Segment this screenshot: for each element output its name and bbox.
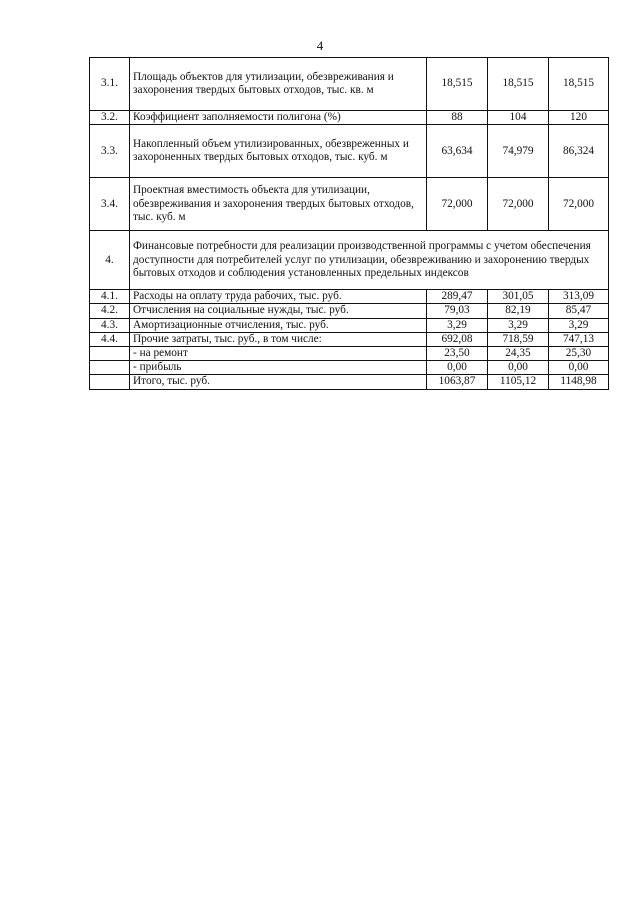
row-number: 4.1. [90, 290, 130, 304]
row-description: Накопленный объем утилизированных, обезвреженных и захороненных твердых бытовых отходов, тыс. куб. м [130, 125, 427, 178]
row-description: Отчисления на социальные нужды, тыс. руб. [130, 304, 427, 318]
value-year-1: 72,000 [427, 178, 488, 231]
row-description: Амортизационные отчисления, тыс. руб. [130, 318, 427, 332]
value-year-3: 18,515 [549, 58, 609, 111]
section-description: Финансовые потребности для реализации производственной программы с учетом обеспечения доступности для потребителей услуг по утилизации, обезвреживанию и захоронению твердых бытовых отходов и соблюдения установленных предельных индексов [130, 231, 609, 290]
indicators-table [89, 57, 609, 390]
row-number: 3.1. [90, 58, 130, 111]
value-year-2: 301,05 [488, 290, 549, 304]
table-row [90, 290, 609, 304]
table-row [90, 361, 609, 375]
value-year-1: 23,50 [427, 347, 488, 361]
value-year-1: 63,634 [427, 125, 488, 178]
row-number [90, 361, 130, 375]
row-number [90, 347, 130, 361]
value-year-2: 718,59 [488, 332, 549, 346]
table-row [90, 332, 609, 346]
value-year-1: 3,29 [427, 318, 488, 332]
row-number [90, 375, 130, 389]
table-row [90, 178, 609, 231]
value-year-3: 0,00 [549, 361, 609, 375]
value-year-1: 18,515 [427, 58, 488, 111]
table-row [90, 111, 609, 125]
table-row-total [90, 375, 609, 389]
table-row [90, 125, 609, 178]
value-year-1: 692,08 [427, 332, 488, 346]
row-number: 4. [90, 231, 130, 290]
row-description: Расходы на оплату труда рабочих, тыс. руб. [130, 290, 427, 304]
value-year-3: 86,324 [549, 125, 609, 178]
row-number: 4.2. [90, 304, 130, 318]
value-year-3: 747,13 [549, 332, 609, 346]
row-description: - на ремонт [130, 347, 427, 361]
value-year-3: 1148,98 [549, 375, 609, 389]
table-row [90, 318, 609, 332]
table-row [90, 58, 609, 111]
value-year-2: 3,29 [488, 318, 549, 332]
table-row [90, 347, 609, 361]
table-row-section-header [90, 231, 609, 290]
value-year-3: 25,30 [549, 347, 609, 361]
value-year-2: 0,00 [488, 361, 549, 375]
value-year-1: 289,47 [427, 290, 488, 304]
value-year-3: 120 [549, 111, 609, 125]
row-number: 3.3. [90, 125, 130, 178]
row-description: Итого, тыс. руб. [130, 375, 427, 389]
row-description: Прочие затраты, тыс. руб., в том числе: [130, 332, 427, 346]
row-description: Площадь объектов для утилизации, обезвреживания и захоронения твердых бытовых отходов, тыс. кв. м [130, 58, 427, 111]
value-year-3: 3,29 [549, 318, 609, 332]
value-year-2: 74,979 [488, 125, 549, 178]
value-year-2: 82,19 [488, 304, 549, 318]
value-year-1: 79,03 [427, 304, 488, 318]
row-description: Коэффициент заполняемости полигона (%) [130, 111, 427, 125]
row-number: 4.4. [90, 332, 130, 346]
table-row [90, 304, 609, 318]
value-year-3: 72,000 [549, 178, 609, 231]
row-number: 3.2. [90, 111, 130, 125]
value-year-2: 24,35 [488, 347, 549, 361]
page-number: 4 [316, 38, 324, 53]
value-year-2: 18,515 [488, 58, 549, 111]
value-year-1: 88 [427, 111, 488, 125]
row-description: Проектная вместимость объекта для утилизации, обезвреживания и захоронения твердых бытовых отходов, тыс. куб. м [130, 178, 427, 231]
row-number: 4.3. [90, 318, 130, 332]
value-year-2: 72,000 [488, 178, 549, 231]
value-year-1: 1063,87 [427, 375, 488, 389]
value-year-3: 85,47 [549, 304, 609, 318]
value-year-3: 313,09 [549, 290, 609, 304]
row-number: 3.4. [90, 178, 130, 231]
value-year-2: 104 [488, 111, 549, 125]
value-year-2: 1105,12 [488, 375, 549, 389]
value-year-1: 0,00 [427, 361, 488, 375]
row-description: - прибыль [130, 361, 427, 375]
